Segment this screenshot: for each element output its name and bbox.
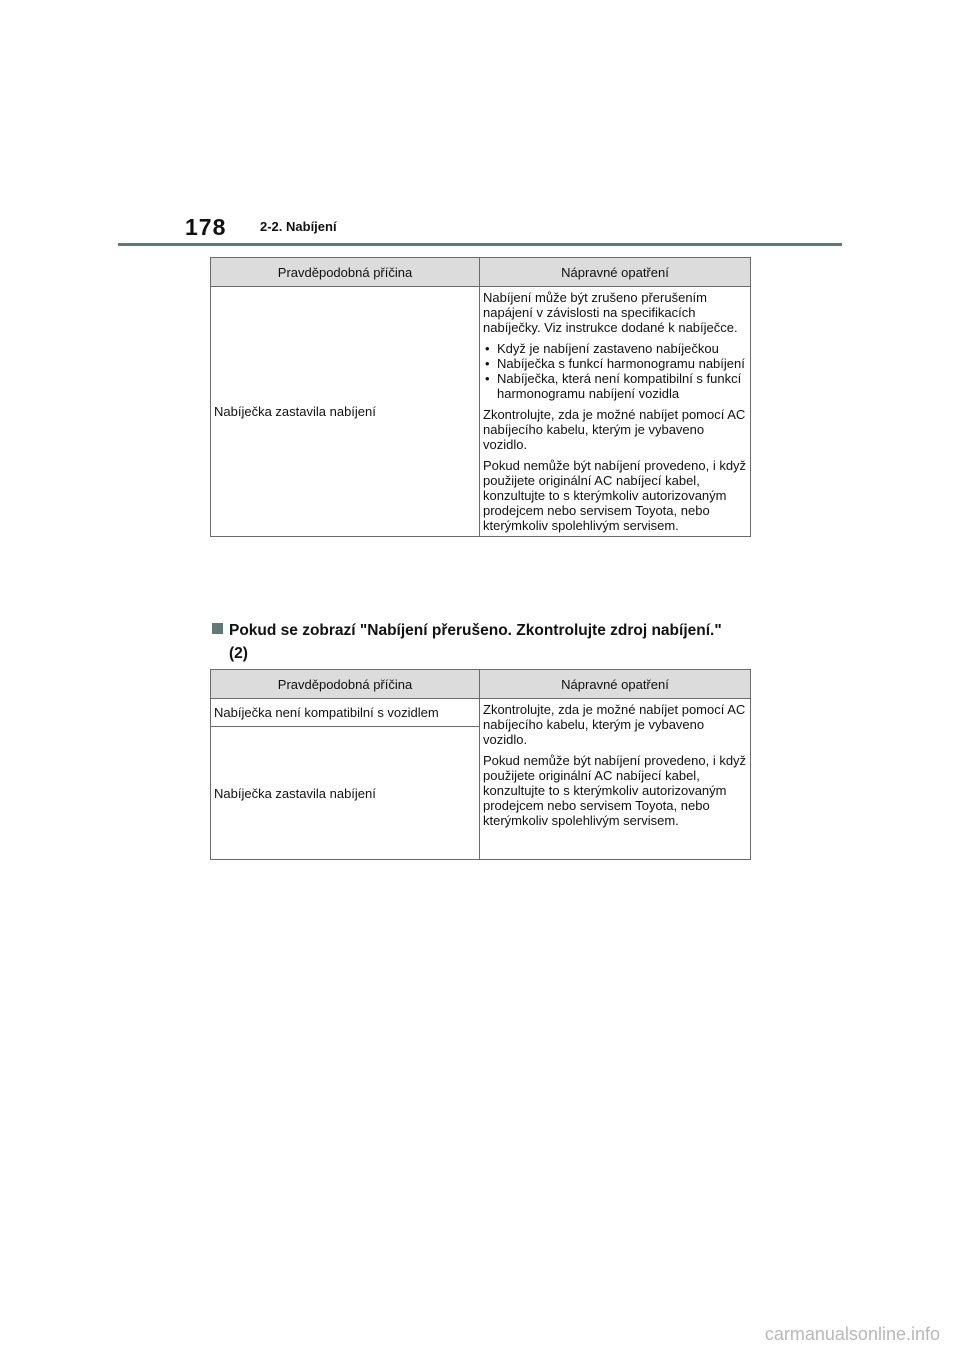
action-check: Zkontrolujte, zda je možné nabíjet pomocí AC nabíjecího kabelu, kterým je vybaveno vozidlo. xyxy=(483,702,746,747)
cause-cell: Nabíječka zastavila nabíjení xyxy=(211,287,480,537)
action-check: Zkontrolujte, zda je možné nabíjet pomocí AC nabíjecího kabelu, kterým je vybaveno vozidlo. xyxy=(483,407,746,452)
subheading-line-2: (2) xyxy=(229,645,248,662)
section-title: 2-2. Nabíjení xyxy=(260,219,337,234)
action-dealer: Pokud nemůže být nabíjení provedeno, i když použijete originální AC nabíjecí kabel, konzultujte to s kterýmkoliv autorizovaným prodejcem nebo servisem Toyota, nebo kterýmkoliv spolehlivým servisem. xyxy=(483,753,747,828)
bullet-icon: • xyxy=(485,371,490,386)
list-item: • Nabíječka s funkcí harmonogramu nabíjení xyxy=(485,356,745,371)
square-bullet-icon xyxy=(212,623,223,634)
cause-cell: Nabíječka zastavila nabíjení xyxy=(211,727,480,860)
cause-cell: Nabíječka není kompatibilní s vozidlem xyxy=(211,699,480,727)
watermark: carmanualsonline.info xyxy=(764,1324,940,1344)
table-row xyxy=(211,699,751,727)
column-header-action: Nápravné opatření xyxy=(480,670,751,699)
list-item: • Když je nabíjení zastaveno nabíječkou xyxy=(485,341,719,356)
bullet-list xyxy=(483,341,747,401)
subheading-line-1: Pokud se zobrazí "Nabíjení přerušeno. Zkontrolujte zdroj nabíjení." xyxy=(229,622,722,639)
action-cell xyxy=(480,699,751,860)
column-header-action: Nápravné opatření xyxy=(480,258,751,287)
bullet-icon: • xyxy=(485,341,490,356)
action-cell xyxy=(480,287,751,537)
column-header-cause: Pravděpodobná příčina xyxy=(211,258,480,287)
bullet-icon: • xyxy=(485,356,490,371)
page-number: 178 xyxy=(185,214,227,240)
section-subheading xyxy=(212,619,772,665)
column-header-cause: Pravděpodobná příčina xyxy=(211,670,480,699)
table-header-row xyxy=(211,258,751,287)
header-divider xyxy=(118,243,842,246)
action-dealer: Pokud nemůže být nabíjení provedeno, i když použijete originální AC nabíjecí kabel, konzultujte to s kterýmkoliv autorizovaným prodejcem nebo servisem Toyota, nebo kterýmkoliv spolehlivým servisem. xyxy=(483,458,747,533)
list-item: • Nabíječka, která není kompatibilní s funkcí harmonogramu nabíjení vozidla xyxy=(485,371,742,401)
table-row xyxy=(211,287,751,537)
cause-action-table-2 xyxy=(210,669,751,860)
cause-action-table-1 xyxy=(210,257,751,537)
action-intro: Nabíjení může být zrušeno přerušením napájení v závislosti na specifikacích nabíječky. Viz instrukce dodané k nabíječce. xyxy=(483,290,738,335)
table-header-row xyxy=(211,670,751,699)
